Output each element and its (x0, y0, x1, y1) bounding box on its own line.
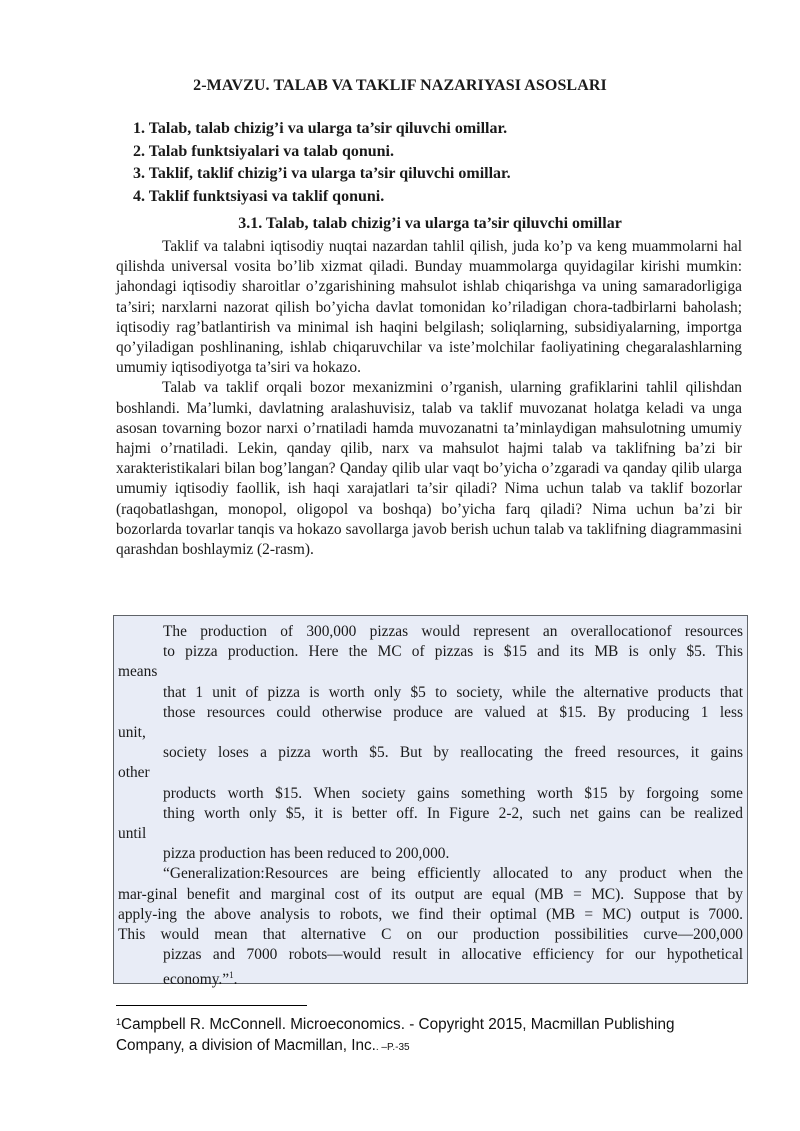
quote-line: “Generalization:Resources are being efficiently allocated to any product when the (163, 865, 743, 883)
outline-item: 1. Talab, talab chizig’i va ularga ta’sir qiluvchi omillar. (133, 120, 508, 137)
footnote (116, 1012, 756, 1058)
quote-line: until (118, 825, 147, 843)
quote-line: to pizza production. Here the MC of pizzas is $15 and its MB is only $5. This (163, 643, 743, 661)
paragraph: Taklif va talabni iqtisodiy nuqtai nazardan tahlil qilish, juda ko’p va keng muammolarni hal qilishda universal vosita bo’lib xizmat qiladi. Bunday muammolarga quyidagilar kirishi mumkin: jahondagi iqtisodiy sharoitlar o’zgarishining mahsulot ishlab chiqarishga va uning samaradorligiga ta’siri; narxlarni nazorat qilish bo’yicha davlat tomonidan ko’riladigan chora-tadbirlarni baholash; iqtisodiy rag’batlantirish va minimal ish haqini belgilash; soliqlarning, subsidiyalarning, importga qo’yiladigan poshlinaning, ishlab chiqaruvchilar va iste’molchilar faoliyatining chegaralashlarning umumiy iqtisodiyotga ta’siri va hokazo. (116, 238, 742, 377)
quote-line: apply-ing the above analysis to robots, we find their optimal (MB = MC) output is 7000. (118, 905, 743, 923)
quote-line: unit, (118, 724, 146, 742)
footnote-divider (116, 1005, 307, 1006)
quote-line-last (118, 965, 743, 990)
quote-line: other (118, 764, 150, 782)
quote-line: thing worth only $5, it is better off. In Figure 2-2, such net gains can be realized (163, 804, 743, 822)
quote-line: mar-ginal benefit and marginal cost of its output are equal (MB = MC). Suppose that by (118, 885, 743, 903)
footnote-reference[interactable]: 1 (229, 970, 234, 981)
footnote-text-line1: Campbell R. McConnell. Microeconomics. - Copyright 2015, Macmillan Publishing (121, 1016, 675, 1033)
quote-line: pizzas and 7000 robots—would result in allocative efficiency for our hypothetical (163, 946, 743, 964)
footnote-text-line2: Company, a division of Macmillan, Inc. (116, 1037, 376, 1054)
body-text (116, 237, 742, 560)
quote-closing-text: economy.” (163, 971, 230, 989)
quote-end-punctuation: . (233, 971, 238, 989)
footnote-page-ref: . –P.-35 (375, 1042, 410, 1053)
paragraph: Talab va taklif orqali bozor mexanizmini o’rganish, ularning grafiklarini tahlil qilishdan boshlandi. Ma’lumki, davlatning aralashuvisiz, talab va taklif muvozanat holatga keladi va unga asosan tovarning bozor narxi o’rnatiladi hamda muvozanatni ta’minlaydigan mahsulotning umumiy hajmi o’rnatiladi. Lekin, qanday qilib, narx va mahsulot hajmi talab va taklifning ba’zi bir xarakteristikalari bilan bog’langan? Qanday qilib ular vaqt bo’yicha o’zgaradi va qanday qilib ularga umumiy iqtisodiy faollik, ish haqi xarajatlari ta’sir qiladi? Nima uchun talab va taklif bozorlar (raqobatlashgan, monopol, oligopol va boshqa) bo’yicha farq qiladi? Nima uchun ba’zi bir bozorlarda tovarlar tanqis va hokazo savollarga javob berish uchun talab va taklifning diagrammasini qarashdan boshlaymiz (2-rasm). (116, 379, 742, 559)
outline-item: 3. Taklif, taklif chizig’i va ularga ta’sir qiluvchi omillar. (133, 165, 511, 183)
footnote-marker: 1 (116, 1017, 122, 1027)
topic-outline (133, 118, 511, 208)
quote-line: society loses a pizza worth $5. But by reallocating the freed resources, it gains (163, 744, 743, 762)
quote-line: that 1 unit of pizza is worth only $5 to society, while the alternative products that (163, 683, 743, 701)
outline-item: 2. Talab funktsiyalari va talab qonuni. (133, 142, 394, 160)
quote-line: The production of 300,000 pizzas would represent an overallocationof resources (163, 623, 743, 640)
quote-line: means (118, 663, 158, 681)
document-title: 2-MAVZU. TALAB VA TAKLIF NAZARIYASI ASOSLARI (193, 77, 607, 94)
quote-box (113, 615, 748, 989)
quote-line: This would mean that alternative C on our production possibilities curve—200,000 (118, 926, 743, 944)
outline-item: 4. Taklif funktsiyasi va taklif qonuni. (133, 187, 385, 205)
quote-line: products worth $15. When society gains something worth $15 by forgoing some (163, 784, 743, 802)
section-heading: 3.1. Talab, talab chizig’i va ularga ta’sir qiluvchi omillar (238, 215, 622, 232)
quote-line: pizza production has been reduced to 200,000. (163, 845, 450, 863)
quote-line: those resources could otherwise produce are valued at $15. By producing 1 less (163, 703, 743, 721)
quote-text (118, 622, 743, 991)
